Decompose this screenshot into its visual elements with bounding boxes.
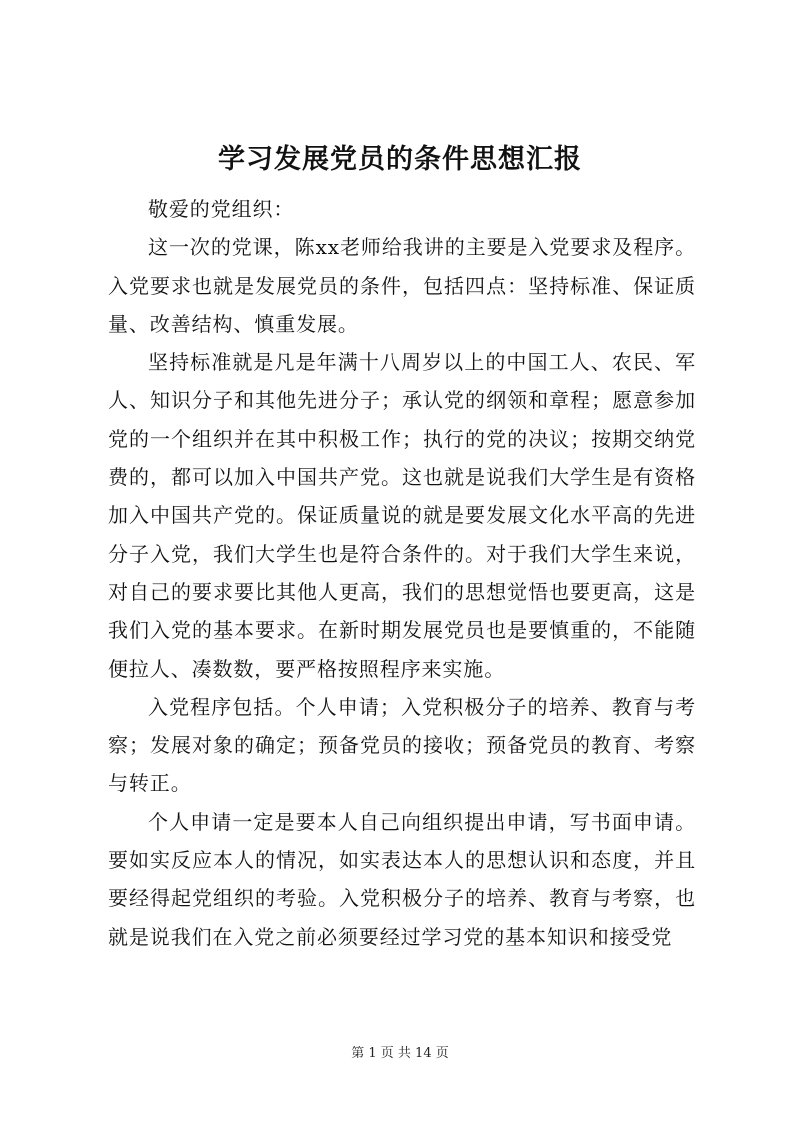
page-indicator: 第 1 页 共 14 页 xyxy=(351,1046,449,1061)
paragraph: 这一次的党课，陈xx老师给我讲的主要是入党要求及程序。入党要求也就是发展党员的条件，包括四点：坚持标准、保证质量、改善结构、慎重发展。 xyxy=(108,235,696,336)
document-body xyxy=(108,190,696,956)
document-title: 学习发展党员的条件思想汇报 xyxy=(218,144,582,175)
page-footer xyxy=(0,1044,800,1064)
paragraph: 个人申请一定是要本人自己向组织提出申请，写书面申请。要如实反应本人的情况，如实表达本人的思想认识和态度，并且要经得起党组织的考验。入党积极分子的培养、教育与考察，也就是说我们在入党之前必须要经过学习党的基本知识和接受党 xyxy=(108,809,696,949)
paragraph: 坚持标准就是凡是年满十八周岁以上的中国工人、农民、军人、知识分子和其他先进分子；承认党的纲领和章程；愿意参加党的一个组织并在其中积极工作；执行的党的决议；按期交纳党费的，都可以加入中国共产党。这也就是说我们大学生是有资格加入中国共产党的。保证质量说的就是要发展文化水平高的先进分子入党，我们大学生也是符合条件的。对于我们大学生来说，对自己的要求要比其他人更高，我们的思想觉悟也要更高，这是我们入党的基本要求。在新时期发展党员也是要慎重的，不能随便拉人、凑数数，要严格按照程序来实施。 xyxy=(108,350,696,681)
paragraph: 入党程序包括。个人申请；入党积极分子的培养、教育与考察；发展对象的确定；预备党员的接收；预备党员的教育、考察与转正。 xyxy=(108,694,696,796)
salutation: 敬爱的党组织： xyxy=(148,197,295,221)
